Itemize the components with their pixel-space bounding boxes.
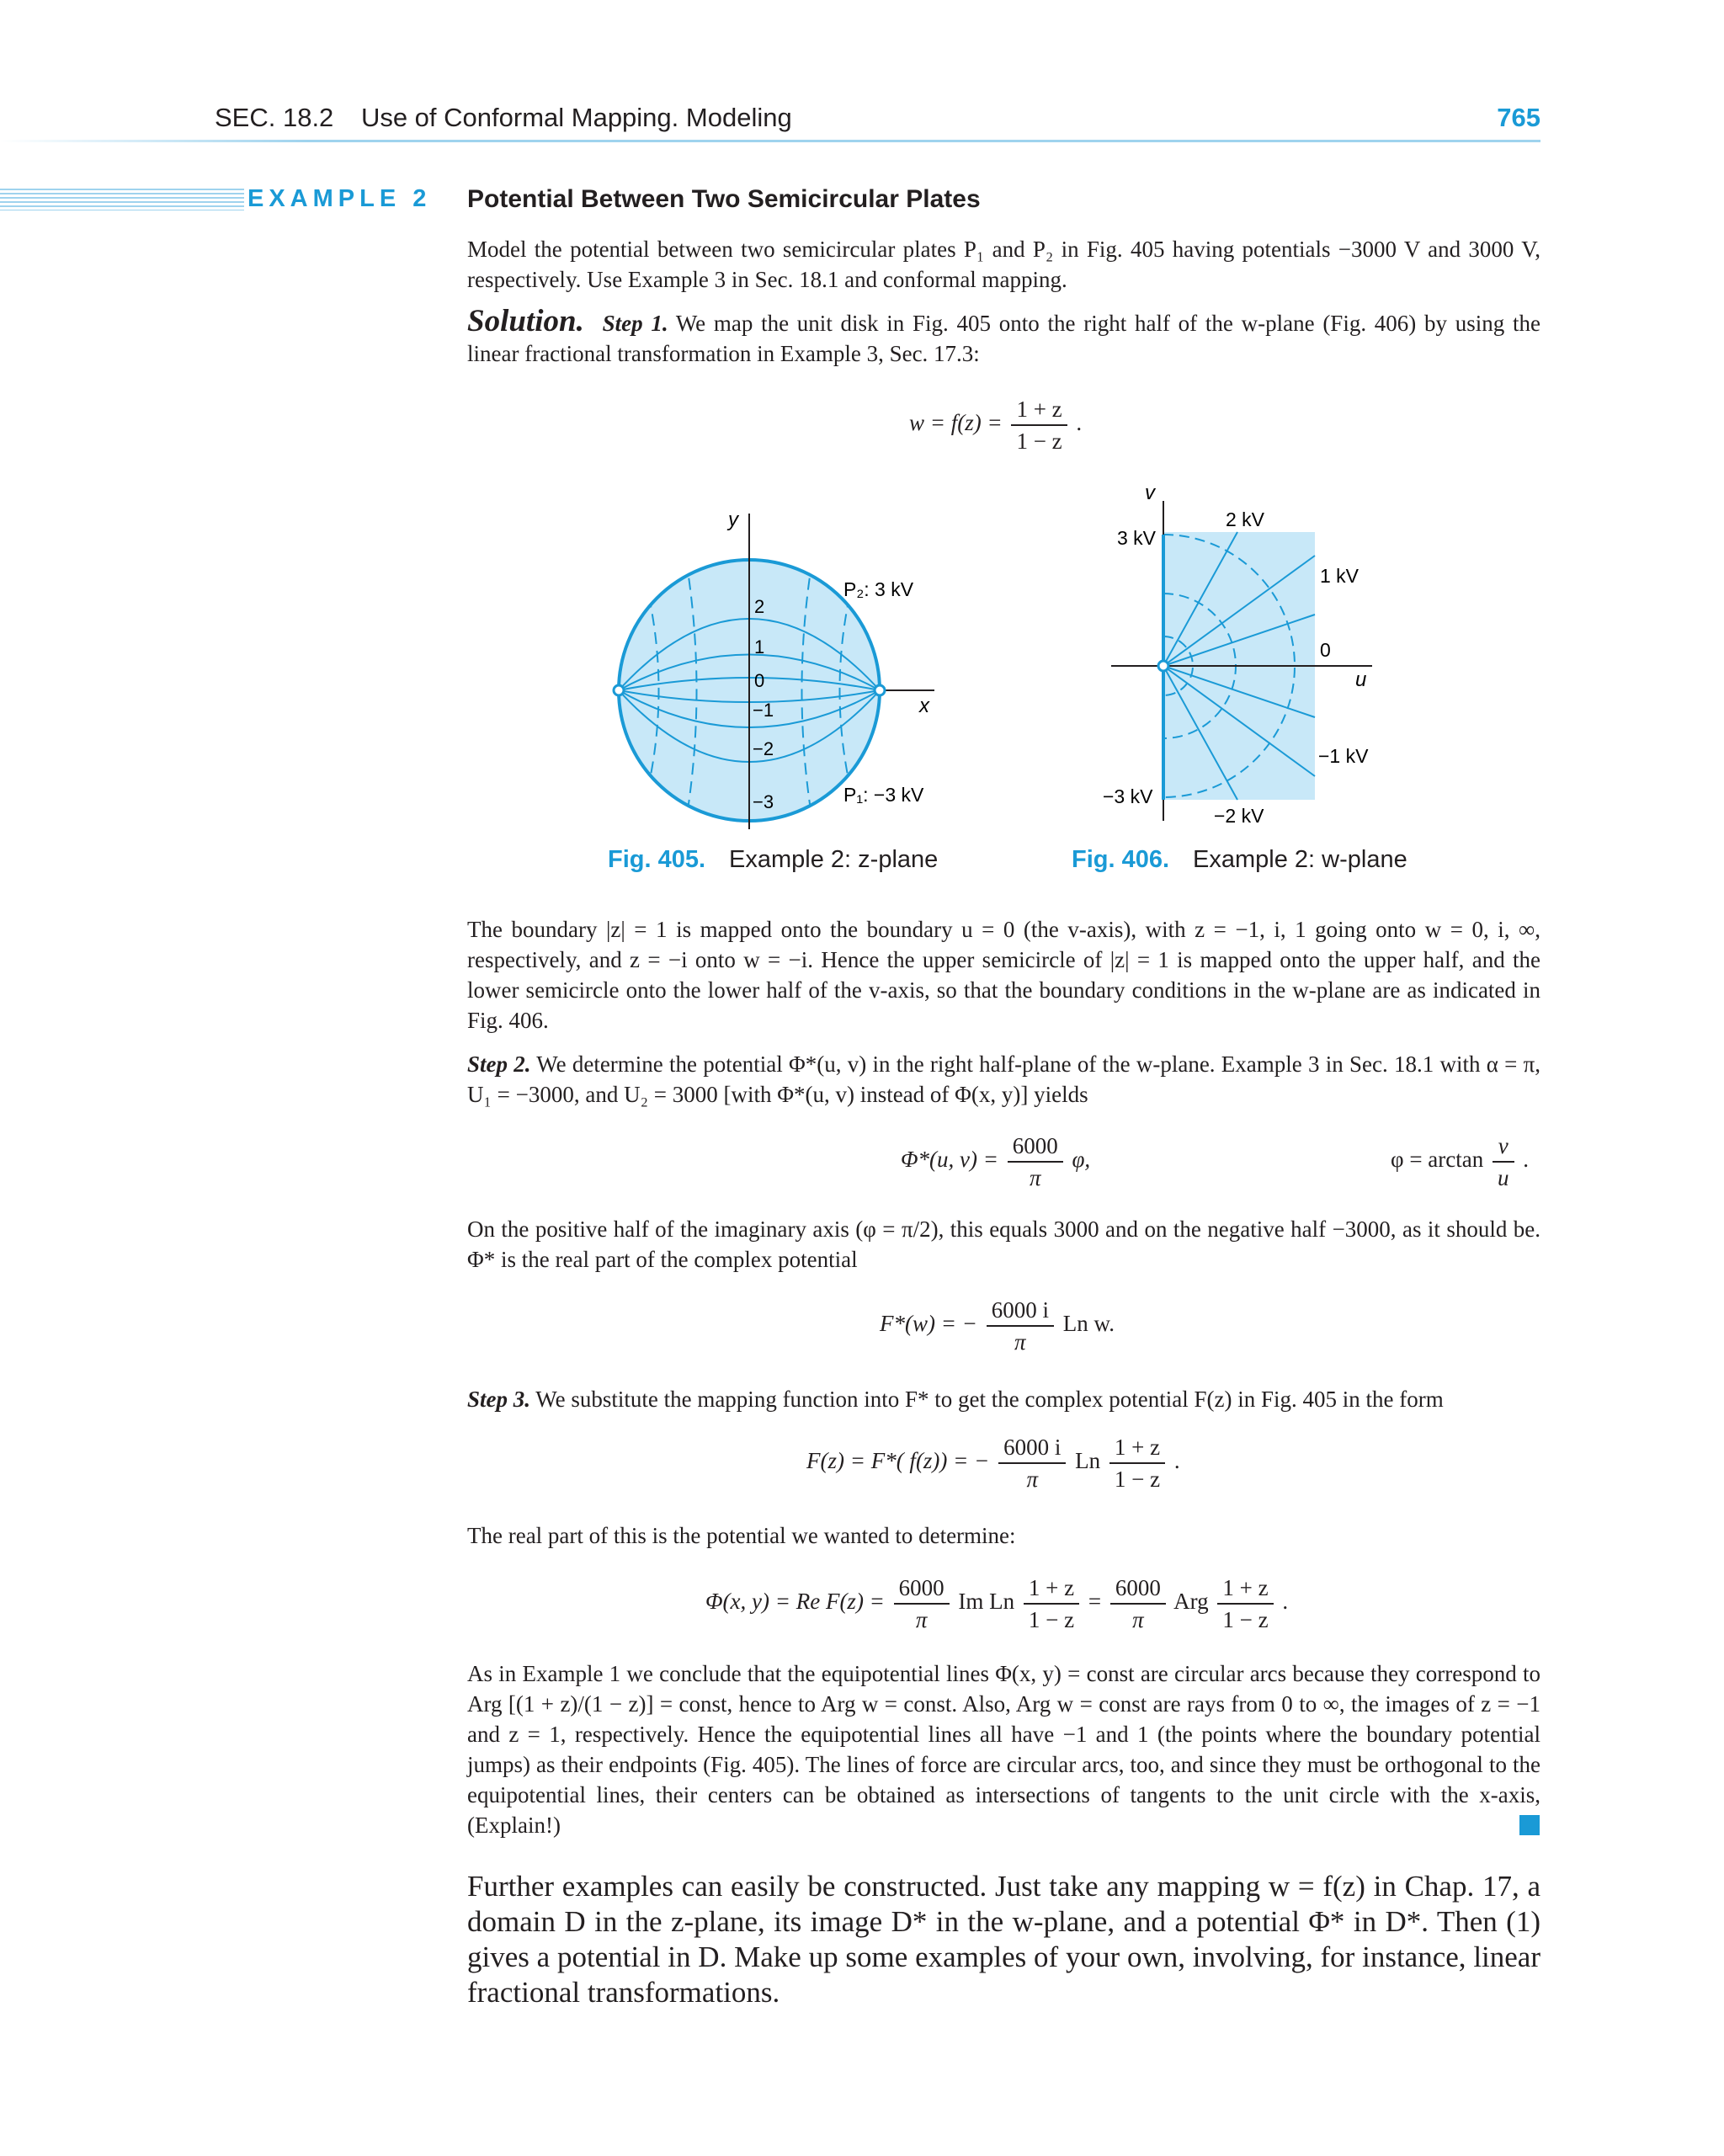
eq1-fraction <box>1011 396 1067 455</box>
fig406-label-3kv: 3 kV <box>1117 527 1157 549</box>
fig406-label-m2kv: −2 kV <box>1214 805 1264 827</box>
eq5-equals: = <box>1088 1589 1102 1615</box>
eq2-denominator-2: u <box>1498 1165 1509 1190</box>
eq5-denominator-2: 1 − z <box>1028 1607 1075 1632</box>
fig405-level-m3: −3 <box>753 791 774 812</box>
eq2-denominator: π <box>1029 1165 1041 1190</box>
intro-text: Model the potential between two semicircular plates P₁ and P₂ in Fig. 405 having potentials −3000 V and 3000 V, respectively. Use Example 3 in Sec. 18.1 and conformal mapping. <box>467 237 1540 292</box>
eq3-fraction <box>987 1296 1054 1355</box>
eq1-end: . <box>1076 410 1083 436</box>
eq4-denominator-2: 1 − z <box>1114 1467 1161 1492</box>
further-examples-text: Further examples can easily be constructed. Just take any mapping w = f(z) in Chap. 17, a domain D in the z-plane, its image D* in the w-plane, and a potential Φ* in D*. Then (1) gives a potential in D. Make up some examples of your own, involving, for instance, linear fractional transformations. <box>467 1870 1540 2009</box>
axis-paragraph <box>467 1214 1540 1275</box>
step3-label: Step 3. <box>467 1387 531 1412</box>
eq4-numerator-2: 1 + z <box>1109 1434 1165 1464</box>
fig406-caption-text: Example 2: w-plane <box>1193 846 1407 873</box>
eq5-numerator-1: 6000 <box>894 1574 950 1605</box>
eq4-lhs: F(z) = F*( f(z)) = − <box>806 1448 990 1474</box>
eq3-denominator: π <box>1014 1329 1026 1355</box>
eq4-numerator: 6000 i <box>998 1434 1066 1464</box>
real-part-paragraph <box>467 1520 1540 1551</box>
eq5-numerator-2: 1 + z <box>1024 1574 1079 1605</box>
eq4-denominator: π <box>1026 1467 1038 1492</box>
fig405-caption-number: Fig. 405. <box>608 846 706 873</box>
eq5-end: . <box>1282 1589 1289 1615</box>
header-rule <box>0 140 1540 142</box>
eq1-numerator: 1 + z <box>1011 396 1067 426</box>
equation-4 <box>806 1434 1180 1493</box>
eq5-fraction-4 <box>1217 1574 1273 1633</box>
example-label: EXAMPLE 2 <box>247 185 432 212</box>
intro-paragraph <box>467 234 1540 295</box>
fig406-caption-number: Fig. 406. <box>1072 846 1170 873</box>
step2-label: Step 2. <box>467 1051 531 1077</box>
running-header <box>215 103 1540 140</box>
real-part-text: The real part of this is the potential we wanted to determine: <box>467 1523 1016 1548</box>
fig406-label-1kv: 1 kV <box>1320 565 1360 587</box>
jump-point-right <box>875 685 885 695</box>
eq4-fraction-2 <box>1109 1434 1165 1493</box>
eq2-numerator-2: v <box>1493 1132 1514 1163</box>
step2-text: We determine the potential Φ*(u, v) in the right half-plane of the w-plane. Example 3 in Sec. 18.1 with α = π, U₁ = −3000, and U₂ = 3000 [with Φ*(u, v) instead of Φ(x, y)] yields <box>467 1051 1540 1107</box>
eq1-lhs: w = f(z) = <box>909 410 1003 436</box>
axis-text: On the positive half of the imaginary axis (φ = π/2), this equals 3000 and on the negative half −3000, as it should be. Φ* is the real part of the complex potential <box>467 1216 1540 1272</box>
fig406-origin <box>1158 661 1168 671</box>
boundary-paragraph <box>467 914 1540 1035</box>
equation-2b <box>1391 1132 1529 1191</box>
eq5-fraction-2 <box>1024 1574 1079 1633</box>
eq4-mid: Ln <box>1075 1448 1101 1474</box>
step1-label: Step 1. <box>602 311 668 336</box>
step1-text: We map the unit disk in Fig. 405 onto the right half of the w-plane (Fig. 406) by using the linear fractional transformation in Example 3, Sec. 17.3: <box>467 311 1541 366</box>
step3-paragraph <box>467 1384 1540 1414</box>
eq1-denominator: 1 − z <box>1016 429 1062 454</box>
eq4-fraction <box>998 1434 1066 1493</box>
equation-1 <box>909 396 1082 455</box>
section-number: SEC. 18.2 <box>215 103 334 132</box>
fig405-level-m2: −2 <box>753 738 774 759</box>
eq5-denominator-1: π <box>915 1607 928 1632</box>
eq3-lhs: F*(w) = − <box>880 1311 977 1337</box>
jump-point-left <box>614 685 624 695</box>
solution-step1 <box>467 306 1540 369</box>
eq2-numerator: 6000 <box>1008 1132 1063 1163</box>
eq5-numerator-4: 1 + z <box>1217 1574 1273 1605</box>
eq2-lhs: Φ*(u, v) = <box>901 1147 998 1173</box>
boundary-text: The boundary |z| = 1 is mapped onto the boundary u = 0 (the v-axis), with z = −1, i, 1 going onto w = 0, i, ∞, respectively, and z = −i onto w = −i. Hence the upper semicircle of |z| = 1 is mapped onto the upper half, and the lower semicircle onto the lower half of the v-axis, so that the boundary conditions in the w-plane are as indicated in Fig. 406. <box>467 917 1540 1033</box>
fig405-p2-label: P₂: 3 kV <box>843 578 914 600</box>
section-title: Use of Conformal Mapping. Modeling <box>360 103 792 132</box>
end-of-example-square <box>1519 1815 1540 1835</box>
fig406-label-2kv: 2 kV <box>1226 508 1265 530</box>
fig405-axis-x: x <box>919 695 929 717</box>
eq5-denominator-4: 1 − z <box>1222 1607 1269 1632</box>
eq2-rhs: φ, <box>1072 1147 1091 1173</box>
further-examples-paragraph <box>467 1869 1540 2010</box>
eq3-rhs: Ln w. <box>1062 1311 1115 1337</box>
eq4-end: . <box>1173 1448 1180 1474</box>
fig405-diagram <box>589 497 943 842</box>
eq2-rhs2: φ = arctan <box>1391 1147 1484 1173</box>
example-title: Potential Between Two Semicircular Plates <box>467 185 981 213</box>
eq5-denominator-3: π <box>1132 1607 1144 1632</box>
fig406-label-m1kv: −1 kV <box>1318 745 1369 767</box>
equation-3 <box>880 1296 1115 1355</box>
fig406-caption <box>1072 846 1407 874</box>
fig405-level-m1: −1 <box>753 700 774 721</box>
equation-5 <box>705 1574 1288 1633</box>
fig405-caption <box>608 846 938 874</box>
solution-word: Solution. <box>467 304 584 338</box>
eq5-mid-2: Arg <box>1173 1589 1209 1615</box>
fig406-axis-u: u <box>1355 668 1367 691</box>
fig405-level-0: 0 <box>754 670 765 691</box>
fig405-level-1: 1 <box>754 636 765 657</box>
eq5-lhs: Φ(x, y) = Re F(z) = <box>705 1589 885 1615</box>
page-number: 765 <box>1497 103 1540 132</box>
eq5-fraction-1 <box>894 1574 950 1633</box>
fig406-diagram <box>1094 484 1397 833</box>
eq2-end: . <box>1523 1147 1530 1173</box>
eq3-numerator: 6000 i <box>987 1296 1054 1327</box>
fig406-label-m3kv: −3 kV <box>1103 785 1153 807</box>
fig405-caption-text: Example 2: z-plane <box>729 846 939 873</box>
conclusion-paragraph <box>467 1658 1540 1840</box>
fig405-level-2: 2 <box>754 596 765 617</box>
fig405-p1-label: P₁: −3 kV <box>843 784 924 806</box>
eq2-fraction-2 <box>1493 1132 1514 1191</box>
fig406-axis-v: v <box>1145 484 1155 504</box>
eq5-fraction-3 <box>1110 1574 1166 1633</box>
example-label-rules <box>0 189 244 210</box>
step3-text: We substitute the mapping function into F* to get the complex potential F(z) in Fig. 405 in the form <box>535 1387 1444 1412</box>
eq2-fraction <box>1008 1132 1063 1191</box>
equation-2 <box>901 1132 1090 1191</box>
step2-paragraph <box>467 1049 1540 1110</box>
eq5-numerator-3: 6000 <box>1110 1574 1166 1605</box>
fig406-label-0: 0 <box>1320 639 1331 661</box>
fig405-axis-y: y <box>728 508 738 531</box>
eq5-mid: Im Ln <box>958 1589 1015 1615</box>
conclusion-text: As in Example 1 we conclude that the equipotential lines Φ(x, y) = const are circular arcs because they correspond to Arg [(1 + z)/(1 − z)] = const, hence to Arg w = const. Also, Arg w = const are rays from 0 to ∞, the images of z = −1 and z = 1, respectively. Hence the equipotential lines all have −1 and 1 (the points where the boundary potential jumps) as their endpoints (Fig. 405). The lines of force are circular arcs, too, and since they must be orthogonal to the equipotential lines, their centers can be obtained as intersections of tangents to the unit circle with the x-axis, (Explain!) <box>467 1661 1540 1838</box>
